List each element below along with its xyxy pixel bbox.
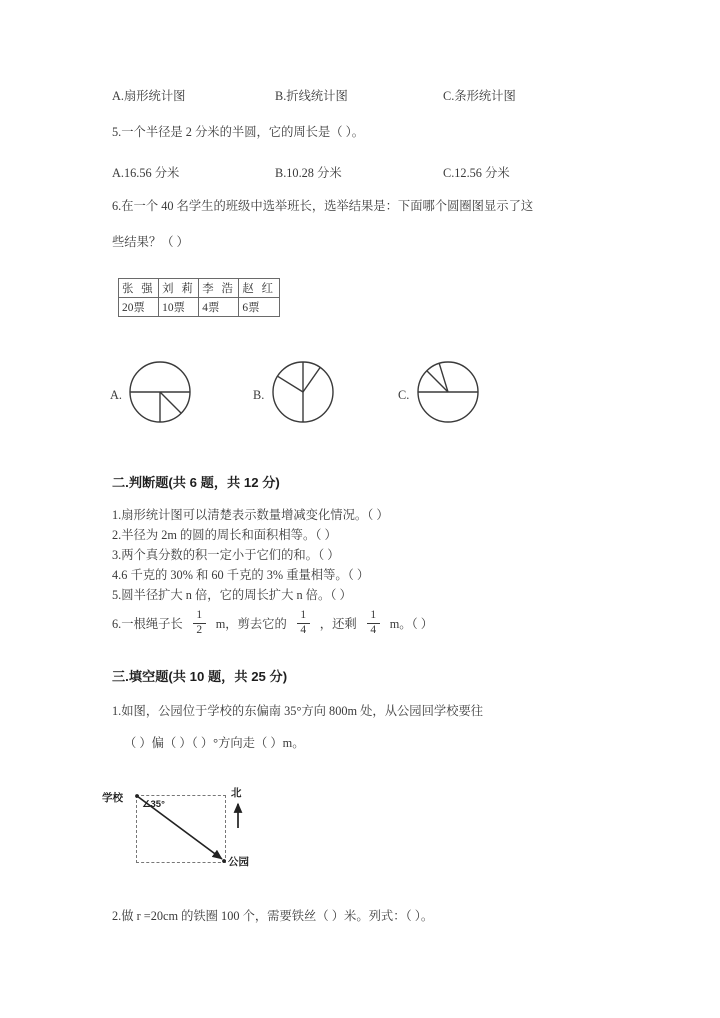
q5-stem: 5.一个半径是 2 分米的半圆，它的周长是（ ）。 <box>112 125 365 139</box>
q5-option-b: B.10.28 分米 <box>275 166 342 180</box>
vote-table <box>118 278 280 317</box>
item6-prefix: 6.一根绳子长 <box>112 617 183 631</box>
pie-choice-a-label: A. <box>110 388 122 402</box>
q5-option-c: C.12.56 分米 <box>443 166 510 180</box>
fraction-numerator: 1 <box>196 609 203 621</box>
q6-stem-line2: 些结果？（ ） <box>112 235 189 249</box>
table-row-names <box>119 279 280 298</box>
diagram-north-label: 北 <box>231 787 242 799</box>
diagram-vectors <box>100 780 300 875</box>
q4-option-c: C.条形统计图 <box>443 89 516 103</box>
table-cell-name-1: 刘 莉 <box>159 279 199 298</box>
pie-choice-c-label: C. <box>398 388 410 402</box>
diagram-angle-label: ∠35° <box>142 799 165 810</box>
section-2-item-2: 2.半径为 2m 的圆的周长和面积相等。（ ） <box>112 528 337 542</box>
pie-chart-a <box>126 358 194 426</box>
item6-mid-1: m，剪去它的 <box>215 617 287 631</box>
pie-choice-b-label: B. <box>253 388 265 402</box>
fraction-one-half <box>193 610 206 636</box>
table-cell-vote-0: 20票 <box>119 298 159 317</box>
section-2-item-4: 4.6 千克的 30% 和 60 千克的 3% 重量相等。（ ） <box>112 568 370 582</box>
fraction-denominator: 4 <box>300 623 307 636</box>
table-cell-name-2: 李 浩 <box>199 279 239 298</box>
fraction-one-quarter-second <box>367 610 380 636</box>
fraction-denominator: 4 <box>370 623 377 636</box>
section-3-q2: 2.做 r =20cm 的铁圈 100 个，需要铁丝（ ）米。列式：（ ）。 <box>112 909 434 923</box>
q5-option-a: A.16.56 分米 <box>112 166 180 180</box>
pie-chart-b <box>269 358 337 426</box>
fraction-one-quarter-first <box>297 610 310 636</box>
section-3-q1-line1: 1.如图，公园位于学校的东偏南 35°方向 800m 处，从公园回学校要往 <box>112 704 484 718</box>
section-2-heading: 二.判断题(共 6 题，共 12 分) <box>112 475 280 490</box>
diagram-school-label: 学校 <box>102 792 123 804</box>
section-3-heading: 三.填空题(共 10 题，共 25 分) <box>112 669 288 684</box>
table-cell-vote-3: 6票 <box>239 298 279 317</box>
table-cell-vote-1: 10票 <box>159 298 199 317</box>
section-2-item-5: 5.圆半径扩大 n 倍，它的周长扩大 n 倍。（ ） <box>112 588 352 602</box>
table-row-votes <box>119 298 280 317</box>
table-cell-name-0: 张 强 <box>119 279 159 298</box>
section-3-q1-line2: （ ）偏（ ）（ ）°方向走（ ）m。 <box>124 736 305 750</box>
section-2-item-3: 3.两个真分数的积一定小于它们的和。（ ） <box>112 548 340 562</box>
pie-chart-c <box>414 358 482 426</box>
q4-option-a: A.扇形统计图 <box>112 89 186 103</box>
item6-mid-2: ，还剩 <box>319 617 357 631</box>
fraction-denominator: 2 <box>196 623 203 636</box>
table-cell-vote-2: 4票 <box>199 298 239 317</box>
section-2-item-6 <box>112 610 433 636</box>
fraction-numerator: 1 <box>370 609 377 621</box>
section-2-item-1: 1.扇形统计图可以清楚表示数量增减变化情况。（ ） <box>112 508 389 522</box>
item6-suffix: m。（ ） <box>389 617 434 631</box>
diagram-park-label: 公园 <box>228 856 249 868</box>
table-cell-name-3: 赵 红 <box>239 279 279 298</box>
fraction-numerator: 1 <box>300 609 307 621</box>
q6-stem-line1: 6.在一个 40 名学生的班级中选举班长，选举结果是：下面哪个圆圈图显示了这 <box>112 199 534 213</box>
q4-option-b: B.折线统计图 <box>275 89 348 103</box>
direction-diagram <box>100 780 300 875</box>
